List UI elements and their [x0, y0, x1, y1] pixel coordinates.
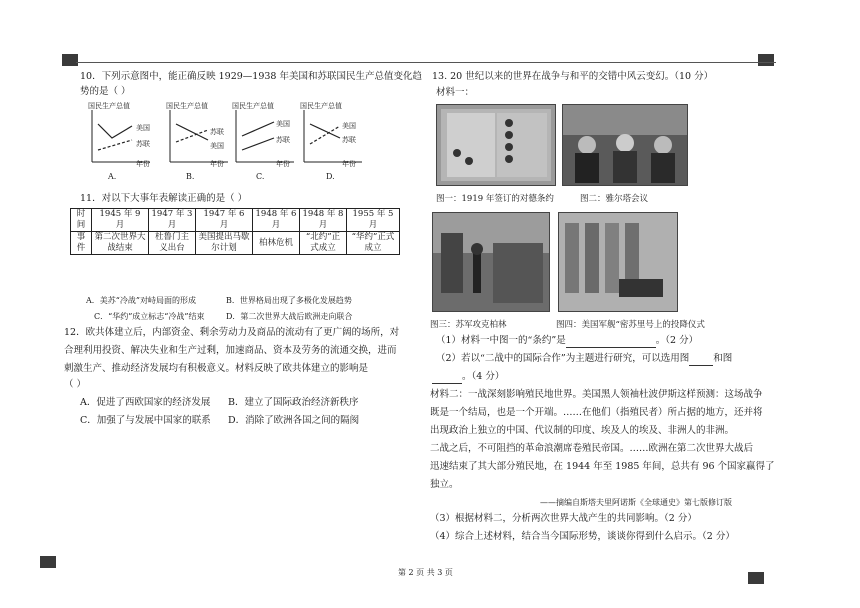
q11-option-b: B．世界格局出现了多极化发展趋势 — [226, 296, 352, 305]
q13-title: 13. 20 世纪以来的世界在战争与和平的交错中风云变幻。（10 分） — [432, 71, 714, 82]
chart-ylabel: 国民生产总值 — [300, 102, 342, 110]
q13-material2-line2: 既是一个结局，也是一个开端。……在他们（指殖民者）所占据的地方，还并将 — [430, 407, 763, 418]
figure-2-yalta-photo — [562, 104, 688, 186]
q10-chart-c — [232, 100, 304, 180]
q13-sub1-score: 。（2 分） — [655, 335, 699, 346]
caption-figure-4: 图四：美国军舰“密苏里号上的投降仪式 — [556, 320, 705, 330]
q13-material2-line6: 独立。 — [430, 479, 459, 490]
figure-1-treaty-photo — [436, 104, 556, 186]
chart-series-label: 美国 — [276, 120, 290, 128]
q10-chart-d — [300, 100, 372, 180]
chart-xlabel: 年份 — [136, 160, 150, 168]
q10-stem-line2: 势的是（ ） — [80, 86, 131, 97]
table-cell: “华约”正式成立 — [347, 232, 400, 255]
q12-option-b: B．建立了国际政治经济新秩序 — [228, 397, 359, 408]
option-label: C. — [256, 172, 265, 181]
q13-source: ——摘编自斯塔夫里阿诺斯《全球通史》第七版修订版 — [540, 498, 732, 507]
table-cell: 1945 年 9 月 — [92, 209, 149, 232]
option-label: B. — [186, 172, 195, 181]
q12-option-d: D．消除了欧洲各国之间的隔阂 — [228, 415, 360, 426]
table-cell: 柏林危机 — [253, 232, 300, 255]
registration-mark-top-left — [62, 54, 78, 66]
chart-ylabel: 国民生产总值 — [232, 102, 274, 110]
q13-sub2-line2 — [432, 370, 504, 384]
q13-sub2 — [436, 352, 732, 366]
chart-series-label: 美国 — [342, 122, 356, 130]
chart-ylabel: 国民生产总值 — [166, 102, 208, 110]
chart-series-label: 苏联 — [210, 128, 224, 136]
q11-option-a: A．美苏“冷战”对峙局面的形成 — [86, 296, 196, 305]
q13-material2-line4: 二战之后，不可阻挡的革命浪潮席卷殖民帝国。……欧洲在第二次世界大战后 — [430, 443, 754, 454]
table-row — [71, 232, 400, 255]
chart-ylabel: 国民生产总值 — [88, 102, 130, 110]
q13-material2-line5: 迅速结束了其大部分殖民地，在 1944 年至 1985 年间，总共有 96 个国家赢得了 — [430, 461, 775, 472]
q13-sub2-and: 和图 — [713, 353, 733, 364]
table-cell: 1947 年 3 月 — [149, 209, 196, 232]
q12-line1: 12．欧共体建立后，内部资金、剩余劳动力及商品的流动有了更广阔的场所，对 — [64, 327, 400, 338]
answer-blank[interactable] — [566, 334, 656, 348]
page-number: 第 2 页 共 3 页 — [398, 568, 453, 577]
table-cell: 1948 年 6 月 — [253, 209, 300, 232]
q11-stem: 11．对以下大事年表解读正确的是（ ） — [80, 193, 248, 204]
q10-chart-a — [88, 100, 160, 180]
caption-figure-2: 图二：雅尔塔会议 — [580, 194, 649, 204]
chart-xlabel: 年份 — [210, 160, 224, 168]
q13-sub3: （3）根据材料二，分析两次世界大战产生的共同影响。（2 分） — [430, 513, 697, 524]
q13-sub1-text: （1）材料一中图一的“条约”是 — [436, 335, 566, 346]
q10-chart-b — [166, 100, 238, 180]
caption-figure-3: 图三：苏军攻克柏林 — [430, 320, 507, 330]
chart-xlabel: 年份 — [342, 160, 356, 168]
option-label: A. — [108, 172, 117, 181]
chart-series-label: 美国 — [136, 124, 150, 132]
figure-4-missouri-photo — [558, 212, 678, 312]
q11-option-d: D．第二次世界大战后欧洲走向联合 — [226, 312, 353, 321]
table-row — [71, 209, 400, 232]
q12-option-a: A．促进了西欧国家的经济发展 — [80, 397, 211, 408]
table-cell: 1955 年 5 月 — [347, 209, 400, 232]
chart-series-label: 美国 — [210, 142, 224, 150]
registration-mark-bottom-left — [40, 556, 56, 568]
row-header: 事件 — [71, 232, 92, 255]
q12-line2: 合理利用投资、解决失业和生产过剩，加速商品、资本及劳务的流通交换，进而 — [64, 345, 397, 356]
q13-material2-line1: 材料二：一战深刻影响殖民地世界。美国黑人领袖杜波伊斯这样预测：这场战争 — [430, 389, 763, 400]
q13-sub1 — [436, 334, 698, 348]
option-label: D. — [326, 172, 335, 181]
q11-option-c: C．“华约”成立标志“冷战”结束 — [94, 312, 205, 321]
chart-series-label: 苏联 — [342, 136, 356, 144]
table-cell: 1948 年 8 月 — [300, 209, 347, 232]
figure-3-berlin-photo — [432, 212, 550, 312]
q13-sub2-score: 。（4 分） — [462, 371, 505, 382]
table-cell: 1947 年 6 月 — [196, 209, 253, 232]
registration-mark-bottom-right — [748, 572, 764, 584]
registration-mark-top-right — [758, 54, 774, 66]
answer-blank[interactable] — [689, 352, 713, 366]
q10-stem-line1: 10．下列示意图中，能正确反映 1929—1938 年美国和苏联国民生产总值变化趋 — [80, 71, 422, 82]
q13-material2-line3: 出现政治上独立的中国、代议制的印度、埃及人的埃及、非洲人的非洲。 — [430, 425, 735, 436]
chart-series-label: 苏联 — [136, 140, 150, 148]
table-cell: 杜鲁门主义出台 — [149, 232, 196, 255]
table-cell: 第二次世界大战结束 — [92, 232, 149, 255]
q11-timeline-table — [70, 208, 400, 255]
chart-xlabel: 年份 — [276, 160, 290, 168]
row-header: 时间 — [71, 209, 92, 232]
q13-material1-label: 材料一： — [436, 87, 475, 98]
chart-series-label: 苏联 — [276, 136, 290, 144]
answer-blank[interactable] — [432, 370, 462, 384]
q13-sub2-text: （2）若以“二战中的国际合作”为主题进行研究，可以选用图 — [436, 353, 690, 364]
table-cell: “北约”正式成立 — [300, 232, 347, 255]
q13-sub4: （4）综合上述材料，结合当今国际形势，谈谈你得到什么启示。（2 分） — [430, 531, 735, 542]
q12-option-c: C．加强了与发展中国家的联系 — [80, 415, 211, 426]
header-rule — [76, 62, 776, 63]
table-cell: 美国提出马歇尔计划 — [196, 232, 253, 255]
caption-figure-1: 图一：1919 年签订的对德条约 — [436, 194, 554, 204]
q12-line3: 刺激生产、推动经济发展均有积极意义。材料反映了欧共体建立的影响是 — [64, 363, 369, 374]
q12-line4: （ ） — [64, 379, 87, 390]
